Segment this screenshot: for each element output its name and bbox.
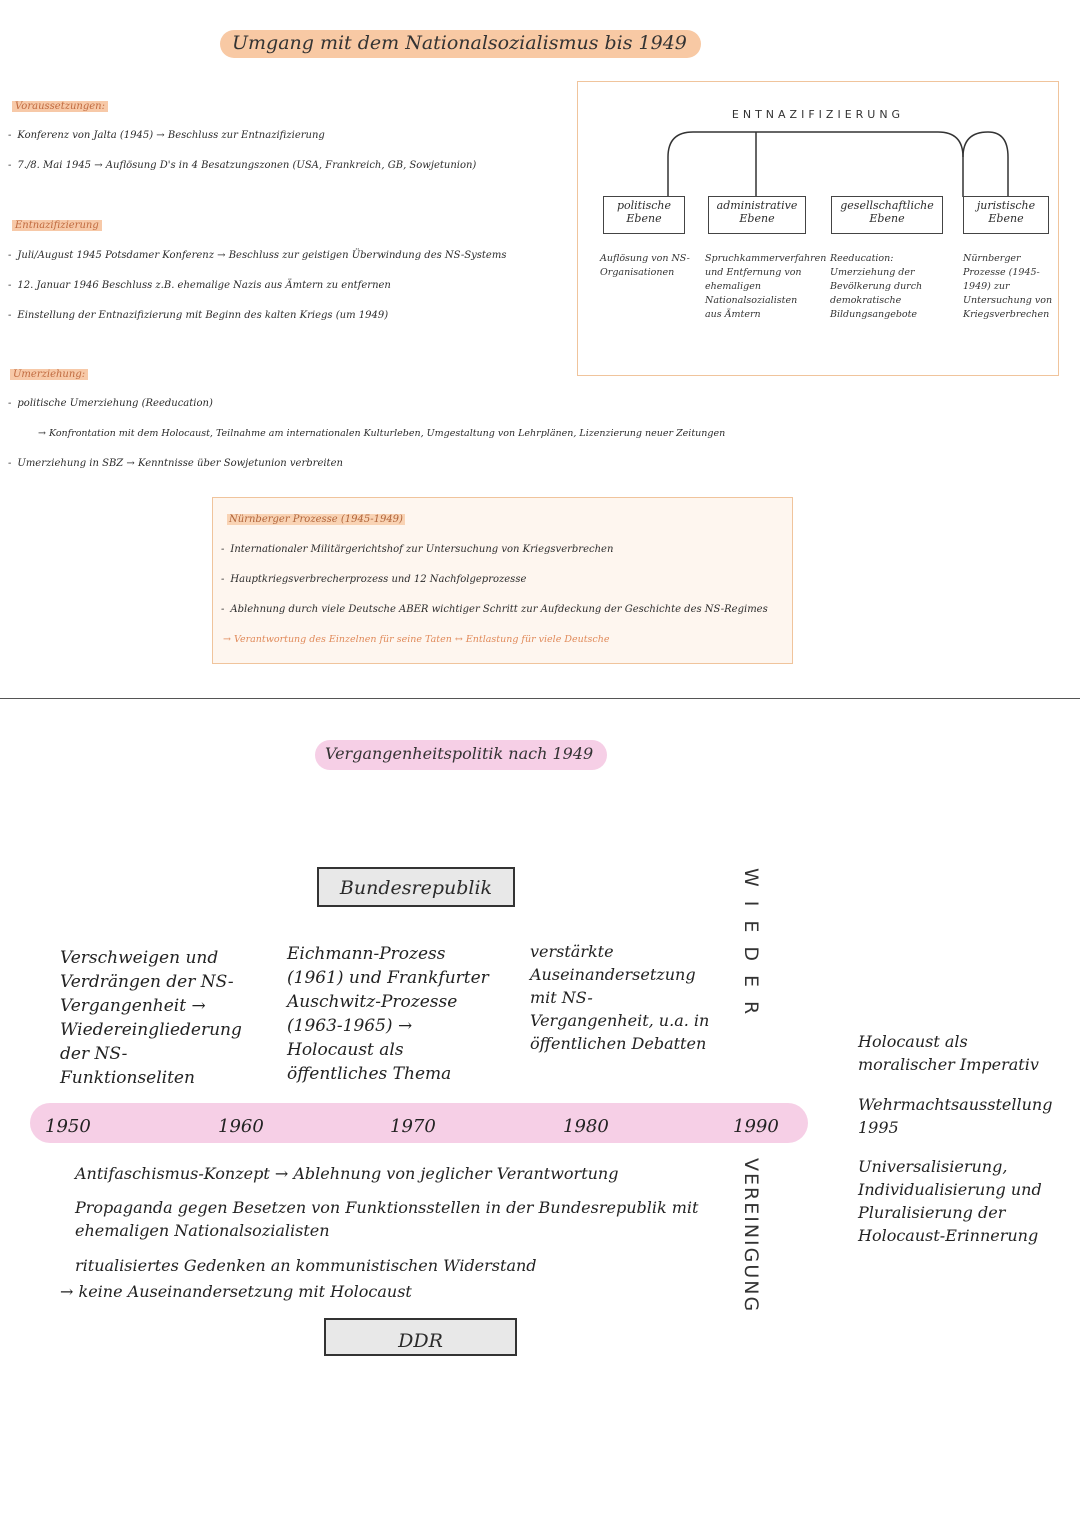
list-item: - Ablehnung durch viele Deutsche ABER wichtiger Schritt zur Aufdeckung der Geschichte des NS-Regimes bbox=[221, 604, 768, 615]
page-title: Umgang mit dem Nationalsozialismus bis 1949 bbox=[220, 30, 701, 58]
list-item: - Umerziehung in SBZ → Kenntnisse über Sowjetunion verbreiten bbox=[8, 458, 343, 469]
level-gesellschaftlich: gesellschaftliche Ebene bbox=[831, 196, 943, 234]
level-desc: Nürnberger Prozesse (1945-1949) zur Untersuchung von Kriegsverbrechen bbox=[963, 253, 1053, 320]
ddr-line: → keine Auseinandersetzung mit Holocaust bbox=[60, 1282, 412, 1301]
brd-phase-1960s: Eichmann-Prozess (1961) und Frankfurter Auschwitz-Prozesse (1963-1965) → Holocaust als öffentliches Thema bbox=[287, 944, 489, 1084]
level-administrativ: administrative Ebene bbox=[708, 196, 806, 234]
after-item: Holocaust als moralischer Imperativ bbox=[858, 1032, 1039, 1074]
nuernberg-heading: Nürnberger Prozesse (1945-1949) bbox=[229, 514, 403, 525]
after-item: Universalisierung, Individualisierung und Pluralisierung der Holocaust-Erinnerung bbox=[858, 1157, 1042, 1245]
ddr-line: Propaganda gegen Besetzen von Funktionsstellen in der Bundesrepublik mit ehemaligen Nationalsozialisten bbox=[75, 1198, 699, 1240]
level-desc: Reeducation: Umerziehung der Bevölkerung durch demokratische Bildungsangebote bbox=[830, 253, 923, 320]
list-item: → Konfrontation mit dem Holocaust, Teilnahme am internationalen Kulturleben, Umgestaltung von Lehrplänen, Lizenzierung neuer Zeitungen bbox=[38, 428, 726, 439]
list-item: - Juli/August 1945 Potsdamer Konferenz → Beschluss zur geistigen Überwindung des NS-Systems bbox=[8, 250, 507, 261]
list-item: - politische Umerziehung (Reeducation) bbox=[8, 398, 213, 409]
diagram-title: ENTNAZIFIZIERUNG bbox=[731, 108, 905, 121]
voraussetzungen-heading: Voraussetzungen: bbox=[12, 101, 108, 112]
nuernberg-conclusion: → Verantwortung des Einzelnen für seine Taten ↔ Entlastung für viele Deutsche bbox=[223, 634, 610, 645]
timeline-year: 1990 bbox=[733, 1116, 779, 1137]
level-desc: Spruchkammerverfahren und Entfernung von ehemaligen Nationalsozialisten aus Ämtern bbox=[705, 253, 827, 320]
diagram-connectors bbox=[578, 82, 1060, 212]
timeline-year: 1970 bbox=[390, 1116, 436, 1137]
timeline-year: 1960 bbox=[218, 1116, 264, 1137]
brd-phase-1980s: verstärkte Auseinandersetzung mit NS-Vergangenheit, u.a. in öffentlichen Debatten bbox=[530, 942, 710, 1053]
list-item: - 12. Januar 1946 Beschluss z.B. ehemalige Nazis aus Ämtern zu entfernen bbox=[8, 280, 391, 291]
umerziehung-heading: Umerziehung: bbox=[10, 369, 88, 380]
list-item: - Internationaler Militärgerichtshof zur Untersuchung von Kriegsverbrechen bbox=[221, 544, 614, 555]
list-item: - Einstellung der Entnazifizierung mit Beginn des kalten Kriegs (um 1949) bbox=[8, 310, 389, 321]
section-divider bbox=[0, 698, 1080, 699]
entnazifizierung-diagram bbox=[577, 81, 1059, 376]
timeline-year: 1980 bbox=[563, 1116, 609, 1137]
nuernberg-box bbox=[212, 497, 793, 664]
entnazifizierung-heading: Entnazifizierung bbox=[12, 220, 102, 231]
level-desc: Auflösung von NS-Organisationen bbox=[600, 253, 690, 278]
ddr-label: DDR bbox=[324, 1318, 517, 1356]
timeline-year: 1950 bbox=[45, 1116, 91, 1137]
list-item: - 7./8. Mai 1945 → Auflösung D's in 4 Besatzungszonen (USA, Frankreich, GB, Sowjetunion) bbox=[8, 160, 477, 171]
ddr-line: Antifaschismus-Konzept → Ablehnung von jeglicher Verantwortung bbox=[75, 1164, 619, 1183]
list-item: - Hauptkriegsverbrecherprozess und 12 Nachfolgeprozesse bbox=[221, 574, 527, 585]
brd-phase-1950s: Verschweigen und Verdrängen der NS-Vergangenheit → Wiedereingliederung der NS-Funktionseliten bbox=[60, 948, 242, 1088]
after-item: Wehrmachtsausstellung 1995 bbox=[858, 1095, 1053, 1137]
level-juristisch: juristische Ebene bbox=[963, 196, 1049, 234]
ddr-line: ritualisiertes Gedenken an kommunistischen Widerstand bbox=[75, 1256, 537, 1275]
section-title: Vergangenheitspolitik nach 1949 bbox=[315, 740, 607, 770]
level-politisch: politische Ebene bbox=[603, 196, 685, 234]
list-item: - Konferenz von Jalta (1945) → Beschluss zur Entnazifizierung bbox=[8, 130, 325, 141]
brd-label: Bundesrepublik bbox=[317, 867, 515, 907]
